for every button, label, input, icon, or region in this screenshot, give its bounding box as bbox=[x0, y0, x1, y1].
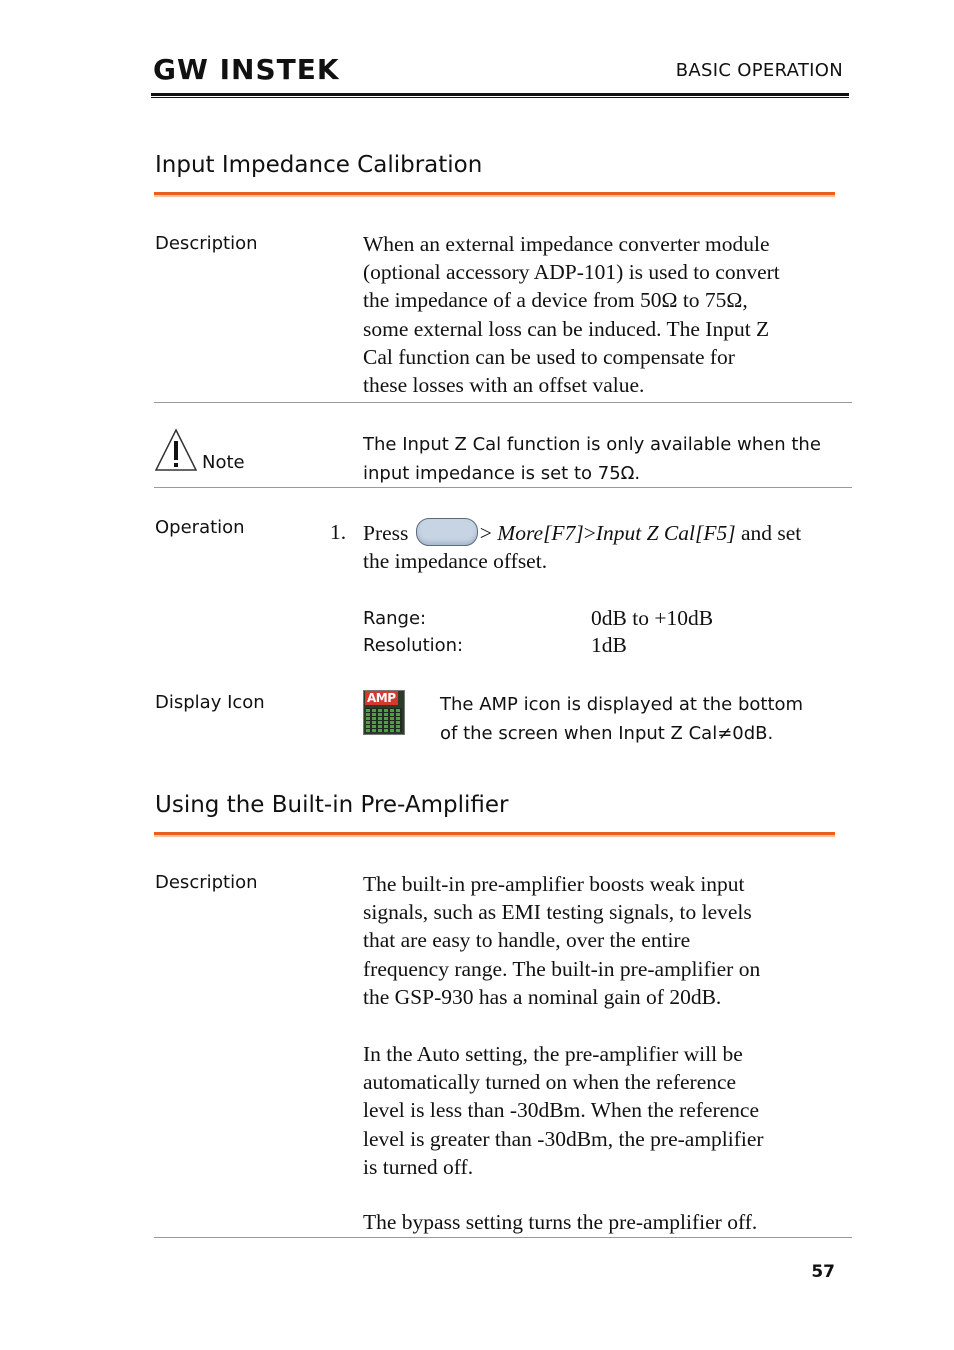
preamp-paragraph-3: The bypass setting turns the pre-amplifier off. bbox=[363, 1210, 758, 1234]
step-number: 1. bbox=[330, 520, 347, 544]
text-line: that are easy to handle, over the entire bbox=[363, 928, 691, 953]
text-line: level is less than -30dBm. When the reference bbox=[363, 1098, 760, 1123]
divider bbox=[154, 1237, 852, 1238]
description-label: Description bbox=[155, 872, 258, 893]
text-line: automatically turned on when the reference bbox=[363, 1070, 737, 1095]
resolution-value: 1dB bbox=[591, 633, 627, 657]
header-rule-thin bbox=[151, 97, 849, 98]
preamp-paragraph-1 bbox=[363, 870, 853, 1011]
text-line: The AMP icon is displayed at the bottom bbox=[440, 694, 804, 715]
text-line: The Input Z Cal function is only available when the bbox=[363, 434, 821, 455]
gw-instek-logo: GW INSTEK bbox=[153, 53, 340, 86]
step-text bbox=[363, 518, 853, 547]
step-tail: and set bbox=[740, 521, 802, 545]
section-rule bbox=[154, 832, 835, 835]
operation-label: Operation bbox=[155, 517, 245, 538]
display-icon-label: Display Icon bbox=[155, 692, 265, 713]
step-text-line2: the impedance offset. bbox=[363, 549, 548, 573]
section-title-input-impedance: Input Impedance Calibration bbox=[155, 152, 483, 178]
text-line: of the screen when Input Z Cal≠0dB. bbox=[440, 723, 774, 744]
text-line: (optional accessory ADP-101) is used to convert bbox=[363, 260, 780, 285]
key-button bbox=[416, 518, 478, 546]
text-line: is turned off. bbox=[363, 1154, 474, 1179]
section-rule bbox=[154, 192, 835, 195]
preamp-paragraph-2 bbox=[363, 1040, 853, 1181]
chapter-title: BASIC OPERATION bbox=[675, 60, 843, 81]
text-line: Cal function can be used to compensate for bbox=[363, 344, 735, 369]
amp-icon bbox=[363, 690, 405, 735]
text-line: frequency range. The built-in pre-amplifier on bbox=[363, 956, 761, 981]
divider bbox=[154, 487, 852, 488]
text-line: these losses with an offset value. bbox=[363, 373, 645, 398]
note-text bbox=[363, 430, 853, 488]
resolution-label: Resolution: bbox=[363, 635, 464, 656]
amp-icon-text: AMP bbox=[367, 691, 396, 705]
text-line: the GSP-930 has a nominal gain of 20dB. bbox=[363, 984, 722, 1009]
header-rule bbox=[151, 93, 849, 96]
text-line: input impedance is set to 75Ω. bbox=[363, 463, 641, 484]
note-label: Note bbox=[202, 452, 245, 473]
range-value: 0dB to +10dB bbox=[591, 606, 714, 630]
divider bbox=[154, 402, 852, 403]
text-line: The built-in pre-amplifier boosts weak input bbox=[363, 872, 745, 896]
step-press: Press bbox=[363, 521, 409, 545]
section-title-pre-amplifier: Using the Built-in Pre-Amplifier bbox=[155, 792, 509, 818]
warning-triangle-icon bbox=[154, 428, 198, 472]
text-line: the impedance of a device from 50Ω to 75Ω, bbox=[363, 288, 748, 313]
icon-description bbox=[440, 690, 850, 748]
text-line: signals, such as EMI testing signals, to levels bbox=[363, 900, 752, 925]
softkey-input-z-cal: Input Z Cal[F5] bbox=[595, 521, 736, 545]
text-line: some external loss can be induced. The Input Z bbox=[363, 316, 770, 341]
step-separator: > bbox=[583, 521, 596, 545]
text-line: When an external impedance converter module bbox=[363, 232, 770, 256]
description-text bbox=[363, 230, 853, 399]
step-separator: > bbox=[479, 521, 492, 545]
description-label: Description bbox=[155, 233, 258, 254]
range-label: Range: bbox=[363, 608, 427, 629]
amp-bars-grid bbox=[366, 708, 402, 732]
text-line: In the Auto setting, the pre-amplifier will be bbox=[363, 1042, 743, 1066]
softkey-more: More[F7] bbox=[497, 521, 584, 545]
page-number: 57 bbox=[811, 1262, 835, 1282]
text-line: level is greater than -30dBm, the pre-amplifier bbox=[363, 1126, 764, 1151]
